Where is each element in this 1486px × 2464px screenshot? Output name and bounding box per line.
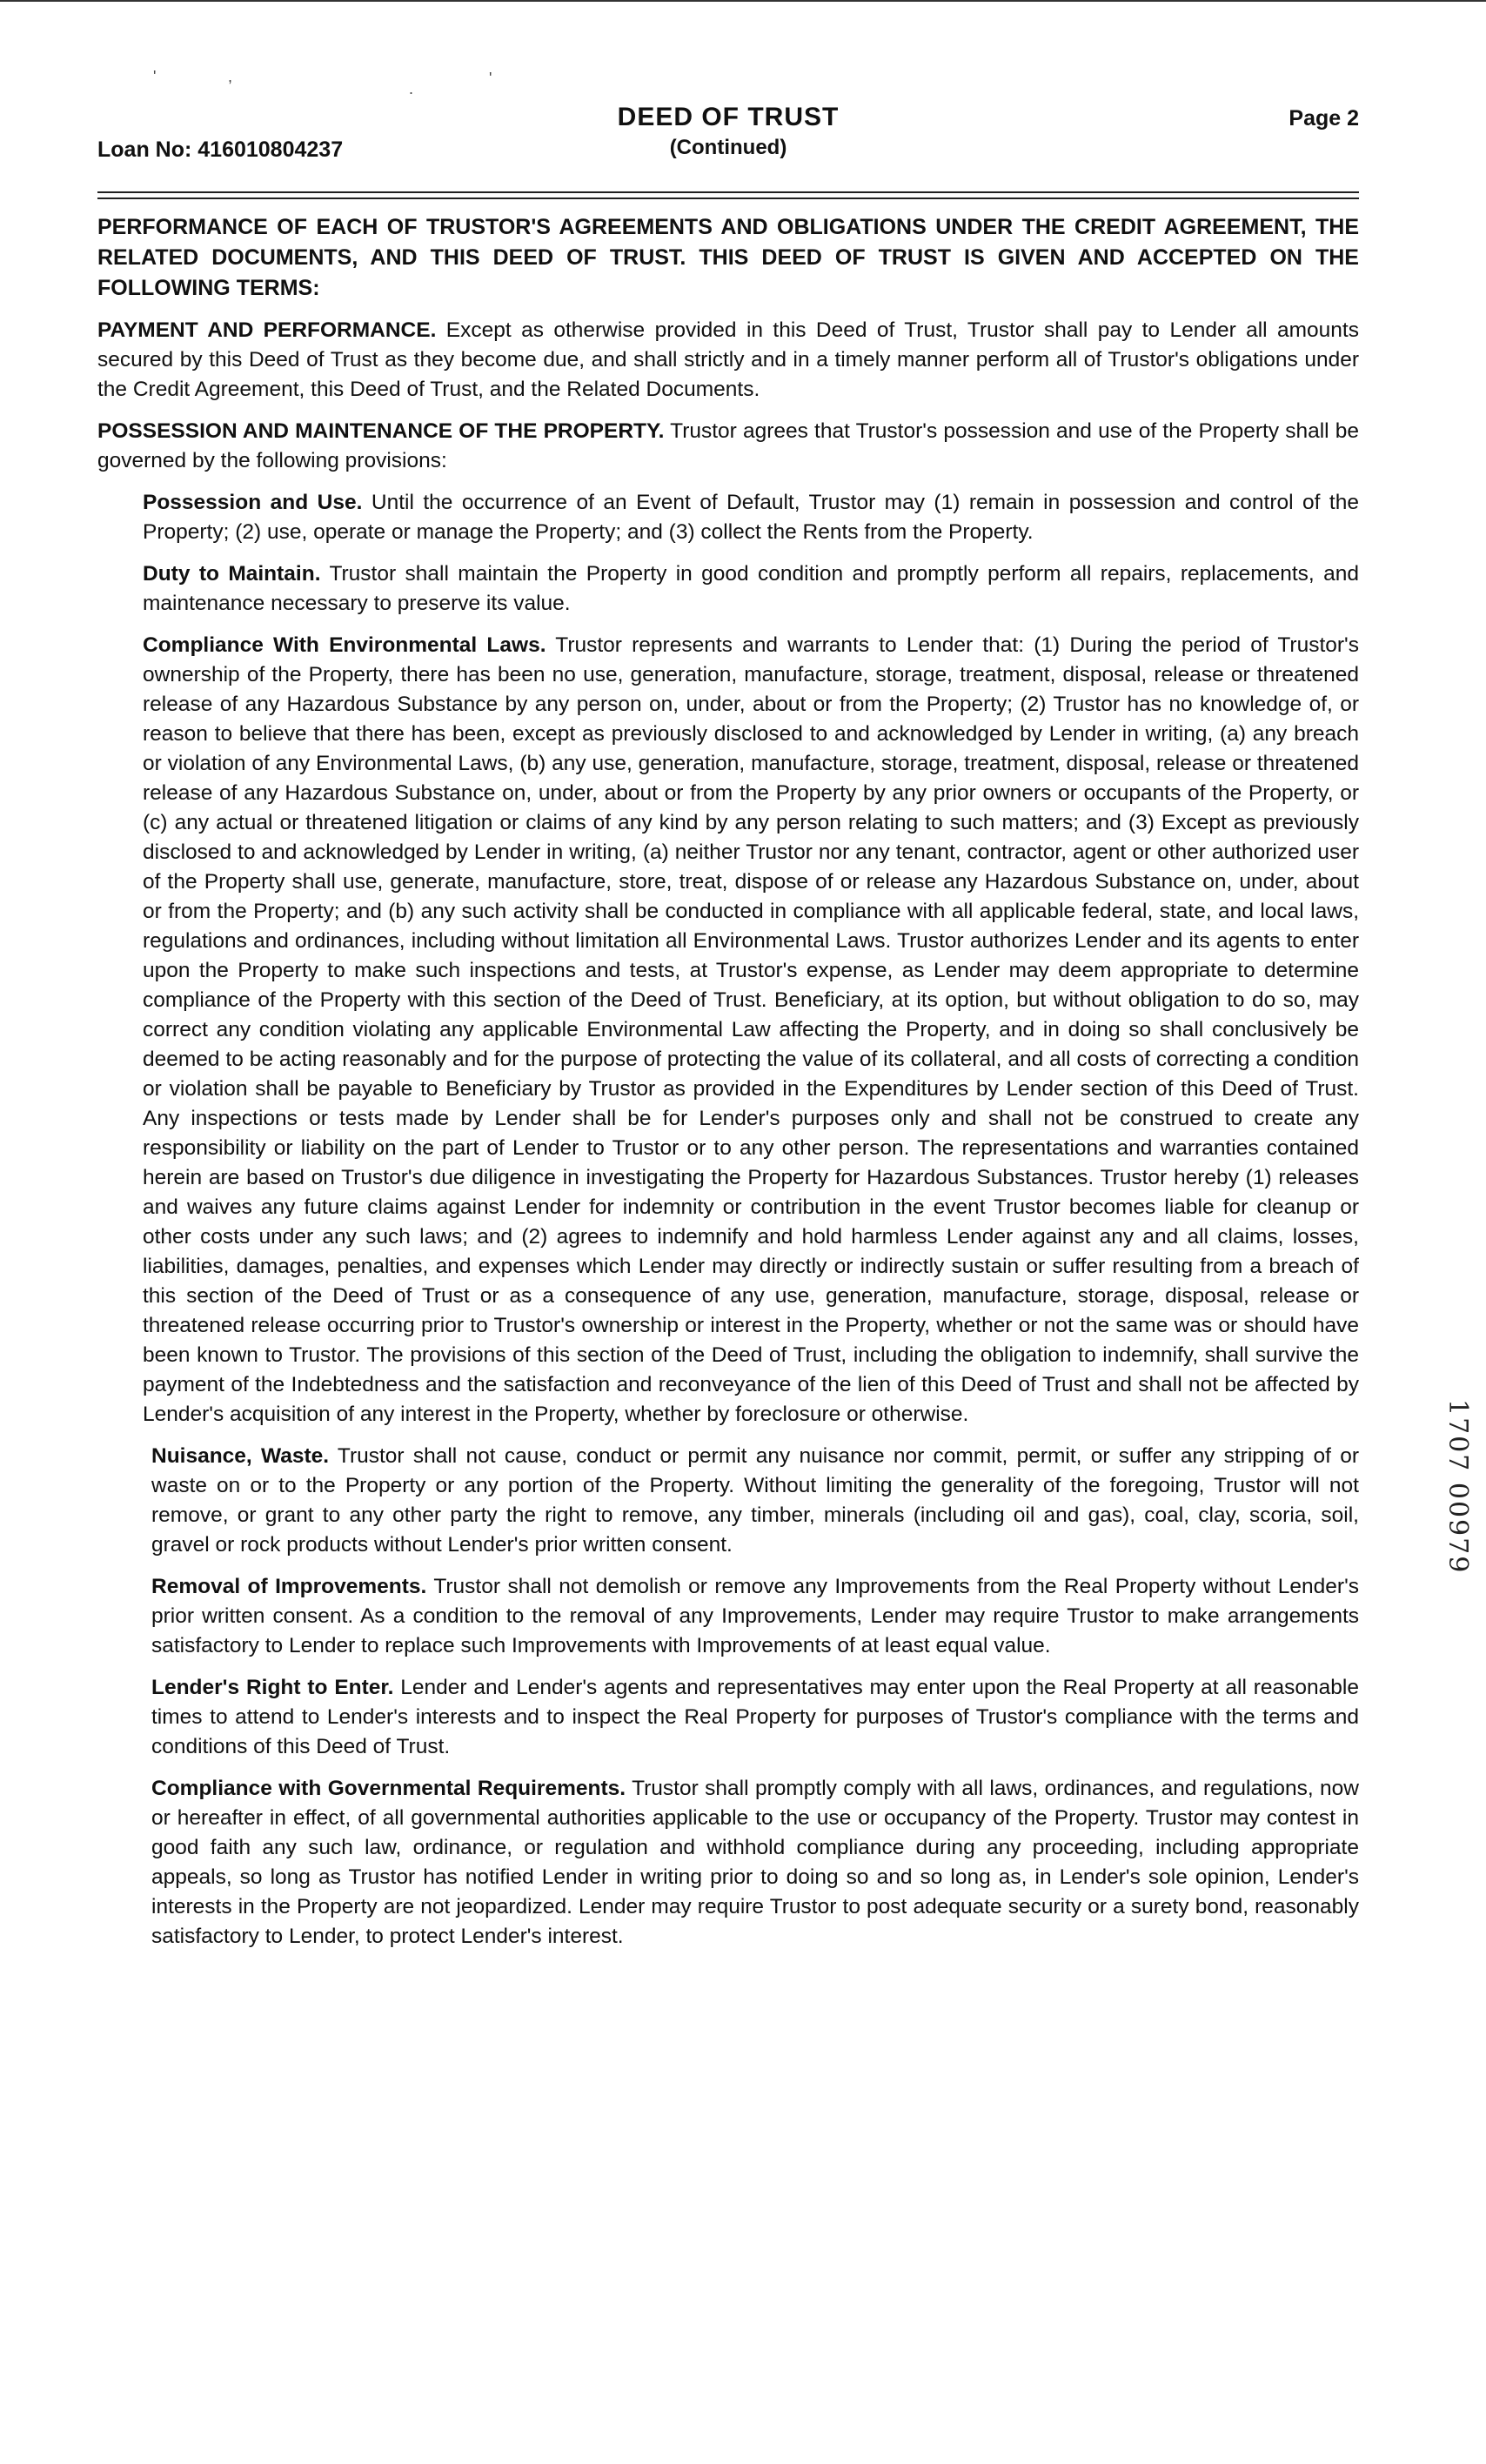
subsection-heading: Removal of Improvements. bbox=[151, 1575, 427, 1598]
section-body: Trustor agrees that Trustor's possession and use of the Property shall be governed by the following provisions: bbox=[97, 419, 1359, 472]
subsection-body: Trustor represents and warrants to Lender that: (1) During the period of Trustor's ownership of the Property, there has been no use, generation, manufacture, storage, treatment, disposal, release or threatened release of any Hazardous Substance by any person on, under, about or from the Property; (2) Trustor has no knowledge of, or reason to believe that there has been, except as previously disclosed to and acknowledged by Lender in writing, (a) any breach or violation of any Environmental Laws, (b) any use, generation, manufacture, storage, treatment, disposal, release or threatened release of any Hazardous Substance on, under, about or from the Property by any prior owners or occupants of the Property, or (c) any actual or threatened litigation or claims of any kind by any person relating to such matters; and (3) Except as previously disclosed to and acknowledged by Lender in writing, (a) neither Trustor nor any tenant, contractor, agent or other authorized user of the Property shall use, generate, manufacture, store, treat, dispose of or release any Hazardous Substance on, under, about or from the Property; and (b) any such activity shall be conducted in compliance with all applicable federal, state, and local laws, regulations and ordinances, including without limitation all Environmental Laws. Trustor authorizes Lender and its agents to enter upon the Property to make such inspections and tests, at Trustor's expense, as Lender may deem appropriate to determine compliance of the Property with this section of the Deed of Trust. Beneficiary, at its option, but without obligation to do so, may correct any condition violating any applicable Environmental Law affecting the Property, and in doing so shall conclusively be deemed to be acting reasonably and for the purpose of protecting the value of its collateral, and all costs of correcting a condition or violation shall be payable to Beneficiary by Trustor as provided in the Expenditures by Lender section of this Deed of Trust. Any inspections or tests made by Lender shall be for Lender's purposes only and shall not be construed to create any responsibility or liability on the part of Lender to Trustor or to any other person. The representations and warranties contained herein are based on Trustor's due diligence in investigating the Property for Hazardous Substances. Trustor hereby (1) releases and waives any future claims against Lender for indemnity or contribution in the event Trustor becomes liable for cleanup or other costs under any such laws; and (2) agrees to indemnify and hold harmless Lender against any and all claims, losses, liabilities, damages, penalties, and expenses which Lender may directly or indirectly sustain or suffer resulting from a breach of this section of the Deed of Trust or as a consequence of any use, generation, manufacture, storage, disposal, release or threatened release occurring prior to Trustor's ownership or interest in the Property, whether or not the same was or should have been known to Trustor. The provisions of this section of the Deed of Trust, including the obligation to indemnify, shall survive the payment of the Indebtedness and the satisfaction and reconveyance of the lien of this Deed of Trust and shall not be affected by Lender's acquisition of any interest in the Property, whether by foreclosure or otherwise. bbox=[143, 633, 1359, 1426]
subsection-governmental-requirements bbox=[151, 1774, 1359, 1952]
subsection-body: Trustor shall promptly comply with all laws, ordinances, and regulations, now or hereafter in effect, of all governmental authorities applicable to the use or occupancy of the Property. Trustor may contest in good faith any such law, ordinance, or regulation and withhold compliance during any proceeding, including appropriate appeals, so long as Trustor has notified Lender in writing prior to doing so and so long as, in Lender's sole opinion, Lender's interests in the Property are not jeopardized. Lender may require Trustor to post adequate security or a surety bond, reasonably satisfactory to Lender, to protect Lender's interest. bbox=[151, 1777, 1360, 1948]
intro-paragraph: PERFORMANCE OF EACH OF TRUSTOR'S AGREEMENTS AND OBLIGATIONS UNDER THE CREDIT AGREEMENT, THE RELATED DOCUMENTS, AND THIS DEED OF TRUST. THIS DEED OF TRUST IS GIVEN AND ACCEPTED ON THE FOLLOWING TERMS: bbox=[97, 215, 1359, 300]
subsection-heading: Lender's Right to Enter. bbox=[151, 1676, 394, 1699]
section-heading: POSSESSION AND MAINTENANCE OF THE PROPERTY. bbox=[97, 419, 665, 443]
document-subtitle: (Continued) bbox=[669, 136, 787, 159]
subsection-body: Trustor shall not cause, conduct or permit any nuisance nor commit, permit, or suffer any stripping of or waste on or to the Property or any portion of the Property. Without limiting the generality of the foregoing, Trustor will not remove, or grant to any other party the right to remove, any timber, minerals (including oil and gas), coal, clay, scoria, soil, gravel or rock products without Lender's prior written consent. bbox=[151, 1444, 1359, 1557]
subsection-heading: Duty to Maintain. bbox=[143, 562, 321, 586]
top-scan-rule bbox=[0, 0, 1486, 2]
section-payment-and-performance bbox=[97, 316, 1359, 405]
subsection-lenders-right-to-enter bbox=[151, 1673, 1359, 1762]
subsection-body: Lender and Lender's agents and representatives may enter upon the Real Property at all reasonable times to attend to Lender's interests and to inspect the Real Property for purposes of Trustor's compliance with the terms and conditions of this Deed of Trust. bbox=[151, 1676, 1359, 1758]
subsection-heading: Compliance with Governmental Requirements. bbox=[151, 1777, 626, 1800]
document-header bbox=[97, 103, 1359, 181]
header-double-rule bbox=[97, 191, 1359, 199]
subsection-body: Trustor shall maintain the Property in good condition and promptly perform all repairs, replacements, and maintenance necessary to preserve its value. bbox=[143, 562, 1359, 615]
subsection-environmental-laws bbox=[143, 631, 1359, 1430]
subsection-possession-and-use bbox=[143, 488, 1359, 547]
subsection-duty-to-maintain bbox=[143, 559, 1359, 619]
subsection-heading: Compliance With Environmental Laws. bbox=[143, 633, 546, 657]
section-possession-and-maintenance bbox=[97, 417, 1359, 476]
loan-number: Loan No: 416010804237 bbox=[97, 137, 344, 162]
subsection-nuisance-waste bbox=[151, 1442, 1359, 1560]
subsection-heading: Possession and Use. bbox=[143, 491, 363, 514]
section-heading: PAYMENT AND PERFORMANCE. bbox=[97, 318, 437, 342]
subsection-body: Until the occurrence of an Event of Default, Trustor may (1) remain in possession and control of the Property; (2) use, operate or manage the Property; and (3) collect the Rents from the Property. bbox=[143, 491, 1359, 544]
document-title: DEED OF TRUST bbox=[617, 103, 840, 131]
rule-line bbox=[97, 198, 1359, 199]
page-number: Page 2 bbox=[1289, 106, 1359, 131]
margin-document-number: 1707 00979 bbox=[1442, 1399, 1473, 1575]
subsection-body: Trustor shall not demolish or remove any Improvements from the Real Property without Lender's prior written consent. As a condition to the removal of any Improvements, Lender may require Trustor to make arrangements satisfactory to Lender to replace such Improvements with Improvements of at least equal value. bbox=[151, 1575, 1359, 1657]
section-body: Except as otherwise provided in this Deed of Trust, Trustor shall pay to Lender all amounts secured by this Deed of Trust as they become due, and shall strictly and in a timely manner perform all of Trustor's obligations under the Credit Agreement, this Deed of Trust, and the Related Documents. bbox=[97, 318, 1359, 401]
subsection-heading: Nuisance, Waste. bbox=[151, 1444, 330, 1468]
subsection-removal-of-improvements bbox=[151, 1572, 1359, 1661]
document-body bbox=[97, 212, 1359, 1964]
rule-line bbox=[97, 191, 1359, 193]
